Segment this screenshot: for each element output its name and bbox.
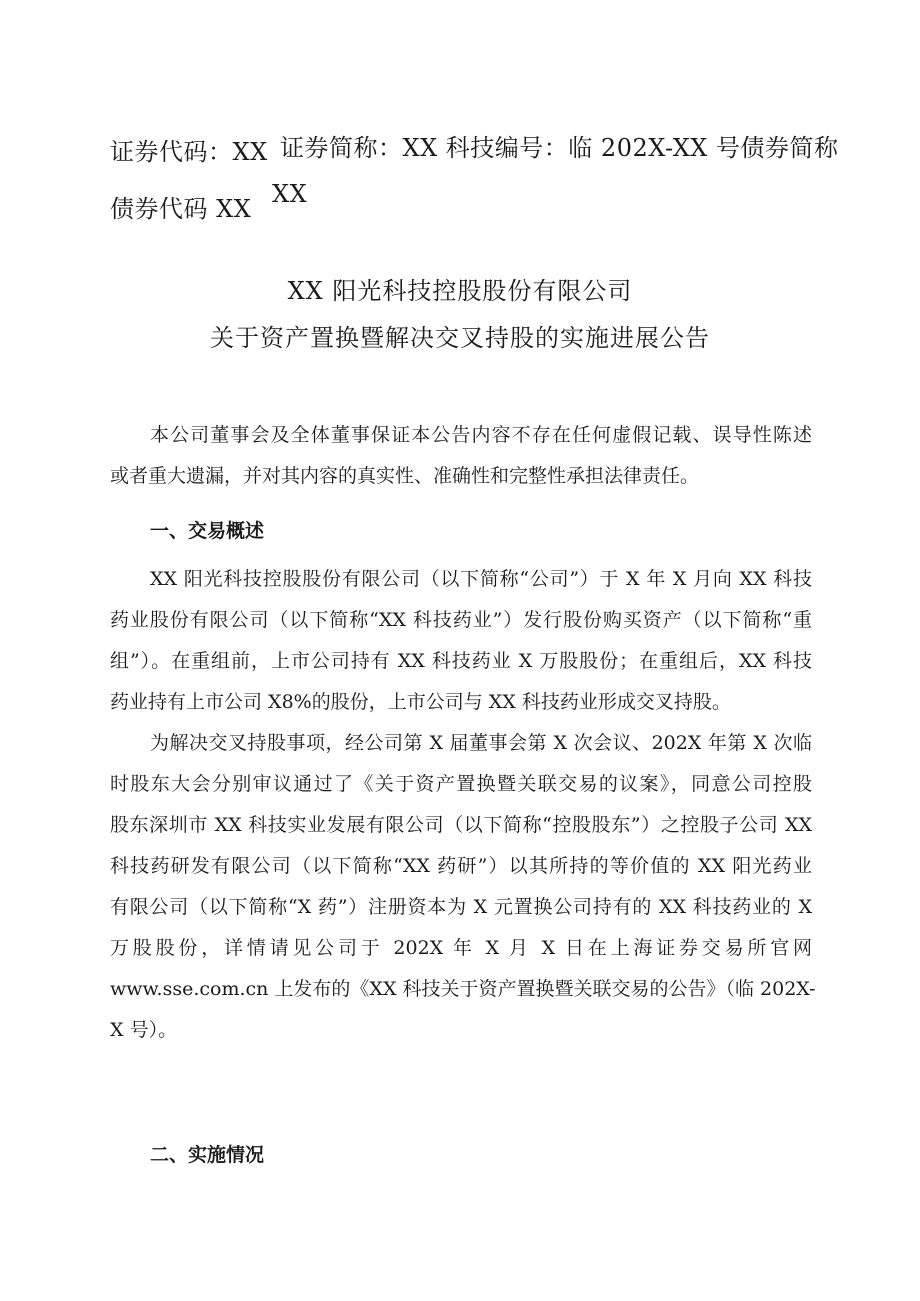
company-title: XX 阳光科技控股股份有限公司 xyxy=(287,277,633,305)
section-heading-implementation: 二、实施情况 xyxy=(150,1144,265,1166)
bond-code: 债券代码 XX xyxy=(110,195,252,223)
paragraph-line: 有限公司（以下简称“X 药”）注册资本为 X 元置换公司持有的 XX 科技药业的 X xyxy=(110,896,812,918)
announcement-title: 关于资产置换暨解决交叉持股的实施进展公告 xyxy=(210,324,710,352)
paragraph-line: X 号）。 xyxy=(110,1019,178,1041)
disclaimer-line: 或者重大遗漏，并对其内容的真实性、准确性和完整性承担法律责任。 xyxy=(110,465,700,487)
overview-paragraph-1 xyxy=(110,559,812,723)
overview-paragraph-2 xyxy=(110,723,816,1051)
paragraph-line: www.sse.com.cn 上发布的《XX 科技关于资产置换暨关联交易的公告》（临 202X- xyxy=(110,978,816,1000)
paragraph-line: 药业持有上市公司 X8%的股份，上市公司与 XX 科技药业形成交叉持股。 xyxy=(110,691,731,713)
paragraph-line: 组”）。在重组前，上市公司持有 XX 科技药业 X 万股股份；在重组后，XX 科技 xyxy=(110,650,812,672)
paragraph-line: 股东深圳市 XX 科技实业发展有限公司（以下简称“控股股东”）之控股子公司 XX xyxy=(110,814,812,836)
stock-code: 证券代码：XX xyxy=(110,138,268,166)
disclaimer-line: 本公司董事会及全体董事保证本公告内容不存在任何虚假记载、误导性陈述 xyxy=(150,424,812,446)
bond-name: XX xyxy=(272,180,308,208)
paragraph-line: 时股东大会分别审议通过了《关于资产置换暨关联交易的议案》，同意公司控股 xyxy=(110,773,812,795)
disclaimer-paragraph xyxy=(110,415,812,497)
paragraph-line: 科技药研发有限公司（以下简称“XX 药研”）以其所持的等价值的 XX 阳光药业 xyxy=(110,855,812,877)
paragraph-line: XX 阳光科技控股股份有限公司（以下简称“公司”）于 X 年 X 月向 XX 科技 xyxy=(150,568,812,590)
stock-name-and-number: 证券简称：XX 科技编号：临 202X-XX 号债券简称 xyxy=(280,134,839,162)
paragraph-line: 为解决交叉持股事项，经公司第 X 届董事会第 X 次会议、202X 年第 X 次临 xyxy=(150,732,812,754)
paragraph-line: 万股股份，详情请见公司于 202X 年 X 月 X 日在上海证券交易所官网 xyxy=(110,937,812,959)
paragraph-line: 药业股份有限公司（以下简称“XX 科技药业”）发行股份购买资产（以下简称“重 xyxy=(110,609,812,631)
section-heading-overview: 一、交易概述 xyxy=(150,520,265,542)
